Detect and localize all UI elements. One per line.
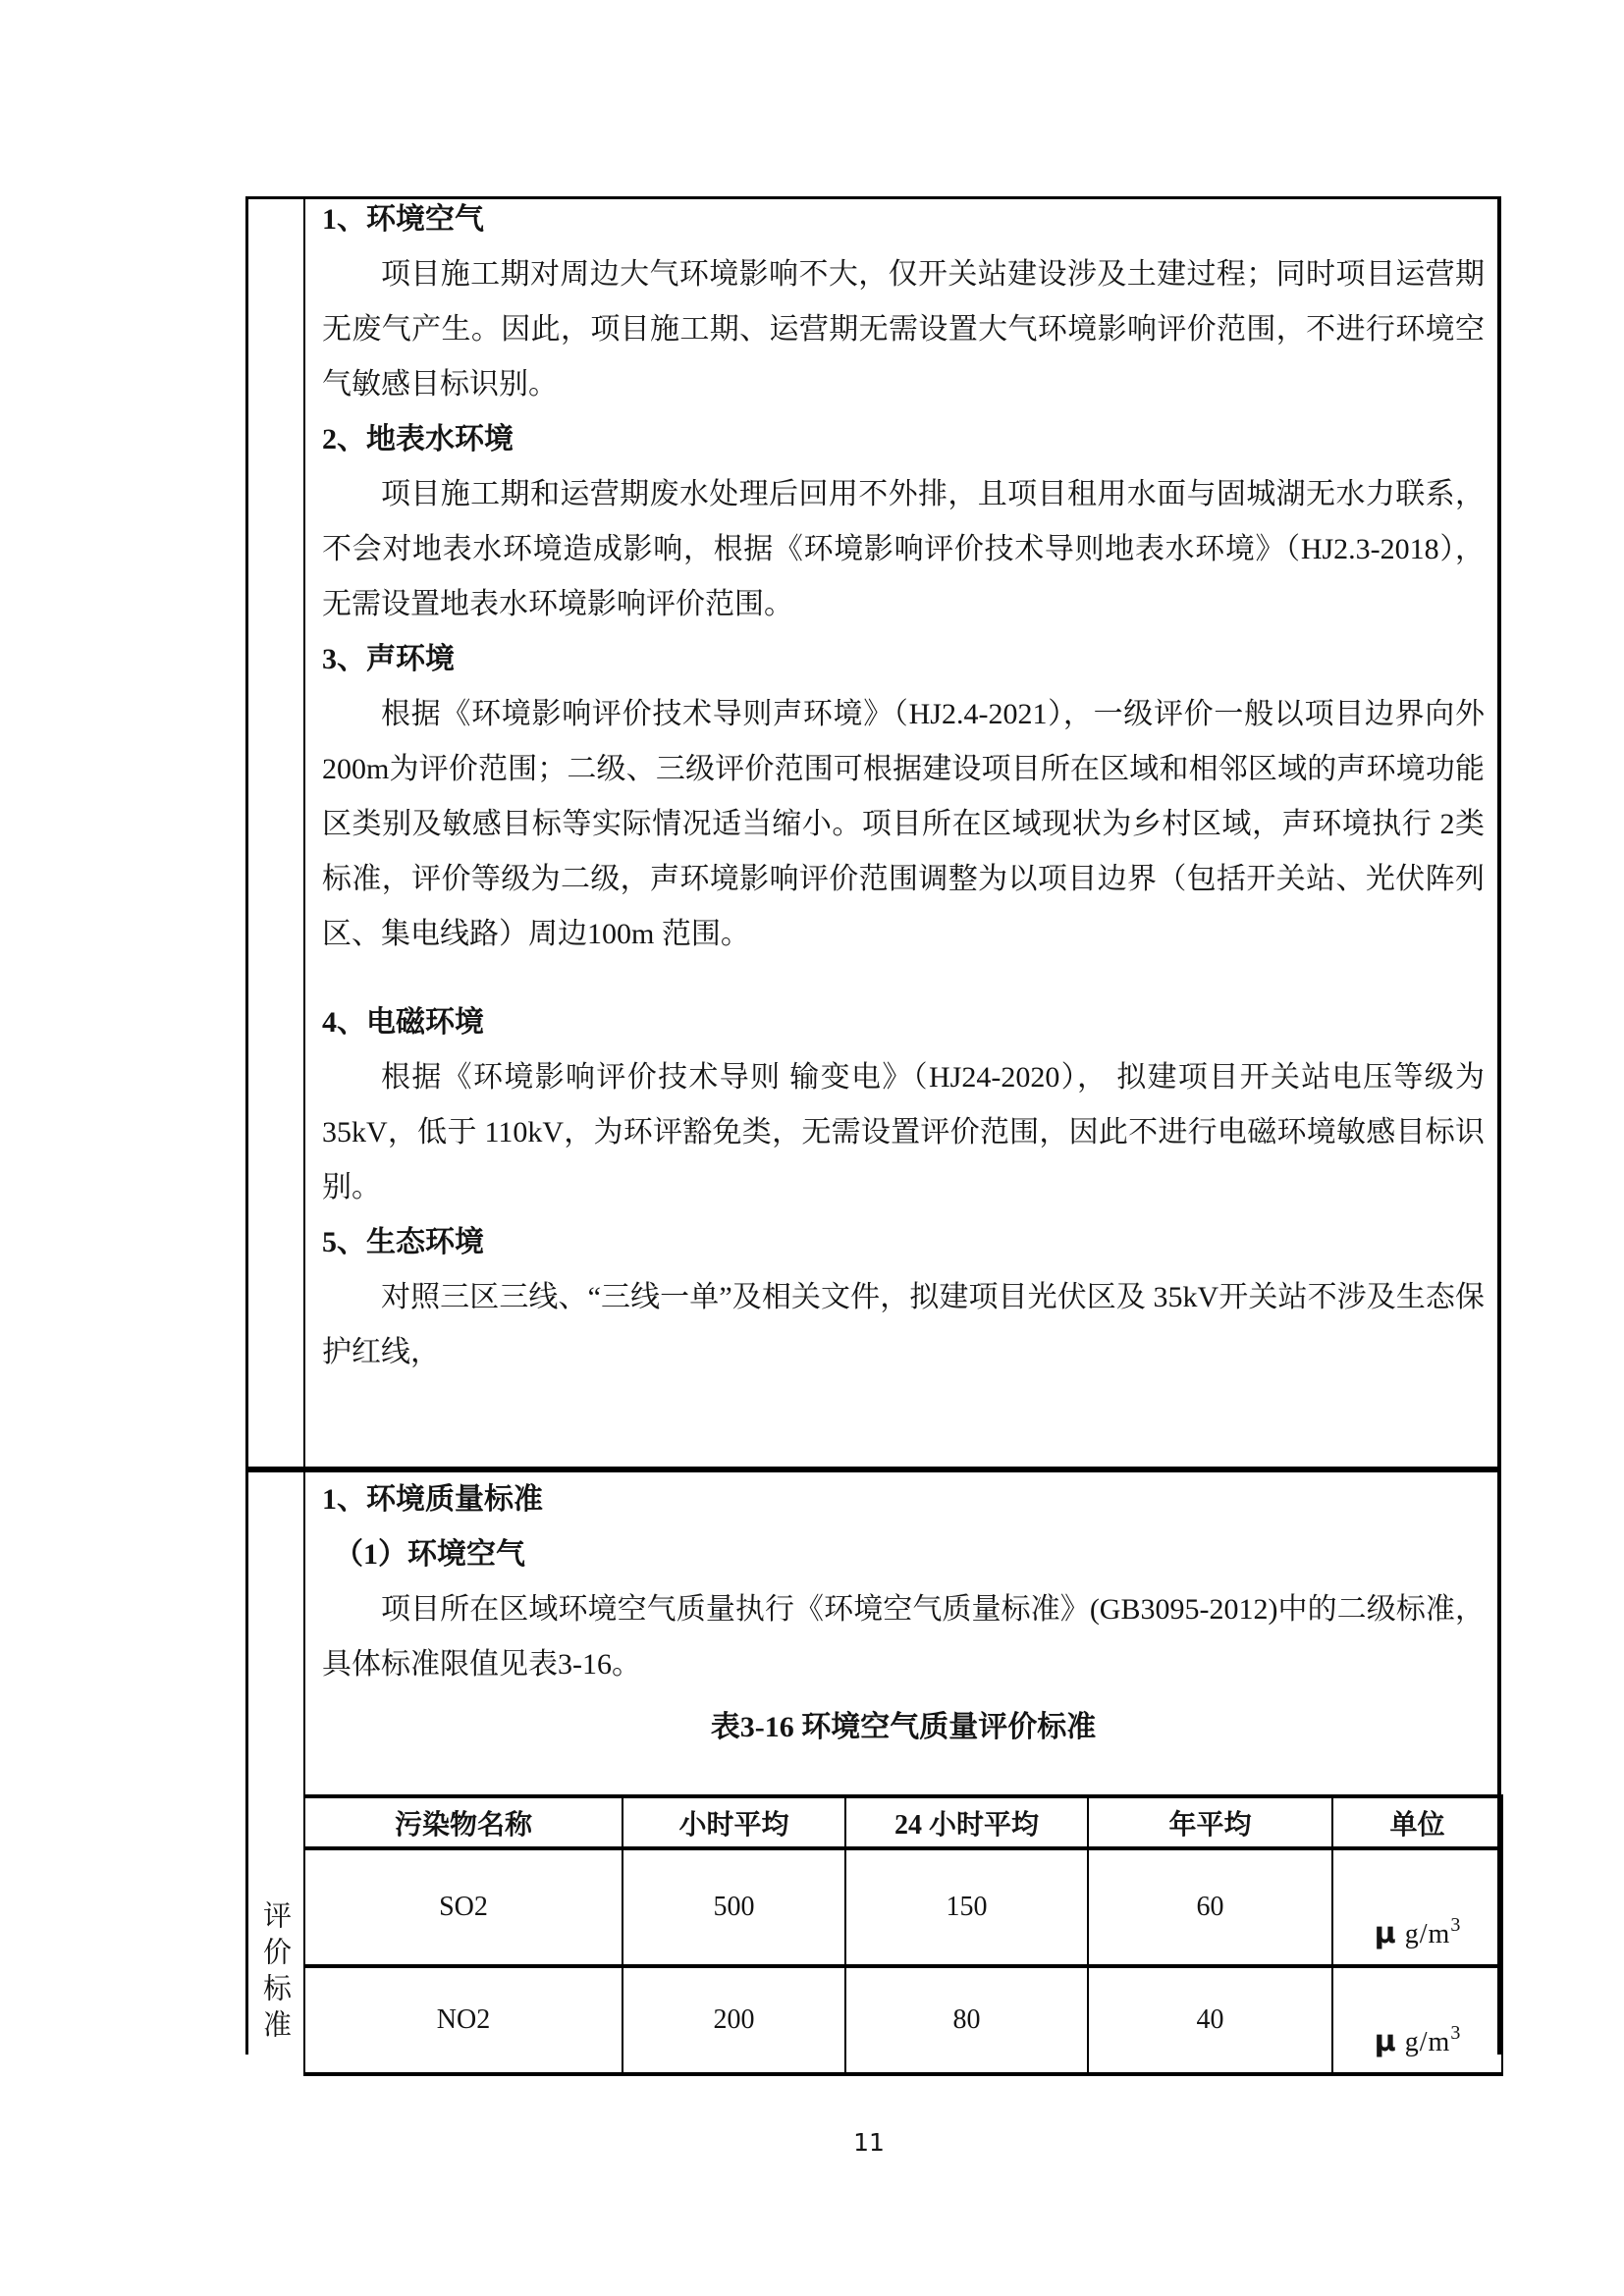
screening-sections-cell [322,192,1485,1380]
section-paragraph-air: 项目施工期对周边大气环境影响不大，仅开关站建设涉及土建过程；同时项目运营期无废气产生。因此，项目施工期、运营期无需设置大气环境影响评价范围，不进行环境空气敏感目标识别。 [322,258,1485,400]
section-heading-surface-water: 2、地表水环境 [322,423,514,455]
unit-value [1332,1848,1502,1966]
col-header-annual-avg: 年平均 [1088,1796,1332,1848]
section-paragraph-electromagnetic: 根据《环境影响评价技术导则 输变电》（HJ24-2020）， 拟建项目开关站电压等级为35kV，低于 110kV，为环评豁免类，无需设置评价范围，因此不进行电磁环境敏感目标识别。 [322,1061,1485,1203]
table-row [304,1848,1502,1966]
table-header-row [304,1796,1502,1848]
section-heading-ecology: 5、生态环境 [322,1226,484,1258]
section-heading-electromagnetic: 4、电磁环境 [322,1006,484,1039]
row-label-evaluation-standards: 评价标准 [259,1900,291,2046]
pollutant-name: NO2 [304,1966,623,2074]
annual-value: 60 [1088,1848,1332,1966]
air-quality-standards-table [303,1794,1503,2076]
standards-cell [322,1472,1485,1755]
table-caption: 表3-16 环境空气质量评价标准 [710,1711,1097,1743]
standards-subheading: （1）环境空气 [334,1538,525,1571]
section-paragraph-surface-water: 项目施工期和运营期废水处理后回用不外排，且项目租用水面与固城湖无水力联系，不会对地表水环境造成影响，根据《环境影响评价技术导则地表水环境》（HJ2.3-2018），无需设置地表水环境影响评价范围。 [322,478,1485,620]
outer-table-right-border [1497,196,1501,2055]
section-heading-air: 1、环境空气 [322,203,484,236]
outer-table-left-border [245,196,248,2055]
hourly-value: 500 [623,1848,845,1966]
unit-superscript: 3 [1450,1914,1461,1936]
col-header-unit: 单位 [1332,1796,1502,1848]
col-header-24h-avg: 24 小时平均 [845,1796,1088,1848]
standards-paragraph: 项目所在区域环境空气质量执行《环境空气质量标准》(GB3095-2012)中的二级标准，具体标准限值见表3-16。 [322,1593,1485,1681]
section-paragraph-noise: 根据《环境影响评价技术导则声环境》（HJ2.4-2021），一级评价一般以项目边界向外 200m为评价范围；二级、三级评价范围可根据建设项目所在区域和相邻区域的声环境功能区类别及敏感目标等实际情况适当缩小。项目所在区域现状为乡村区域，声环境执行 2类标准，评价等级为二级，声环境影响评价范围调整为以项目边界（包括开关站、光伏阵列区、集电线路）周边100m 范围。 [322,698,1485,950]
col-header-hourly-avg: 小时平均 [623,1796,845,1848]
daily-value: 150 [845,1848,1088,1966]
annual-value: 40 [1088,1966,1332,2074]
unit-value [1332,1966,1502,2074]
daily-value: 80 [845,1966,1088,2074]
standards-heading: 1、环境质量标准 [322,1483,543,1516]
unit-mu: μ [1374,1916,1396,1950]
pollutant-name: SO2 [304,1848,623,1966]
section-paragraph-ecology: 对照三区三线、“三线一单”及相关文件，拟建项目光伏区及 35kV开关站不涉及生态保护红线， [322,1281,1485,1368]
unit-superscript: 3 [1450,2022,1461,2044]
unit-mu: μ [1374,2024,1396,2058]
outer-table-column-divider [303,196,305,2055]
col-header-pollutant: 污染物名称 [304,1796,623,1848]
unit-base: g/m [1404,2027,1451,2057]
table-row [304,1966,1502,2074]
hourly-value: 200 [623,1966,845,2074]
page-number: 11 [853,2128,885,2157]
section-heading-noise: 3、声环境 [322,643,455,675]
unit-base: g/m [1404,1919,1451,1949]
